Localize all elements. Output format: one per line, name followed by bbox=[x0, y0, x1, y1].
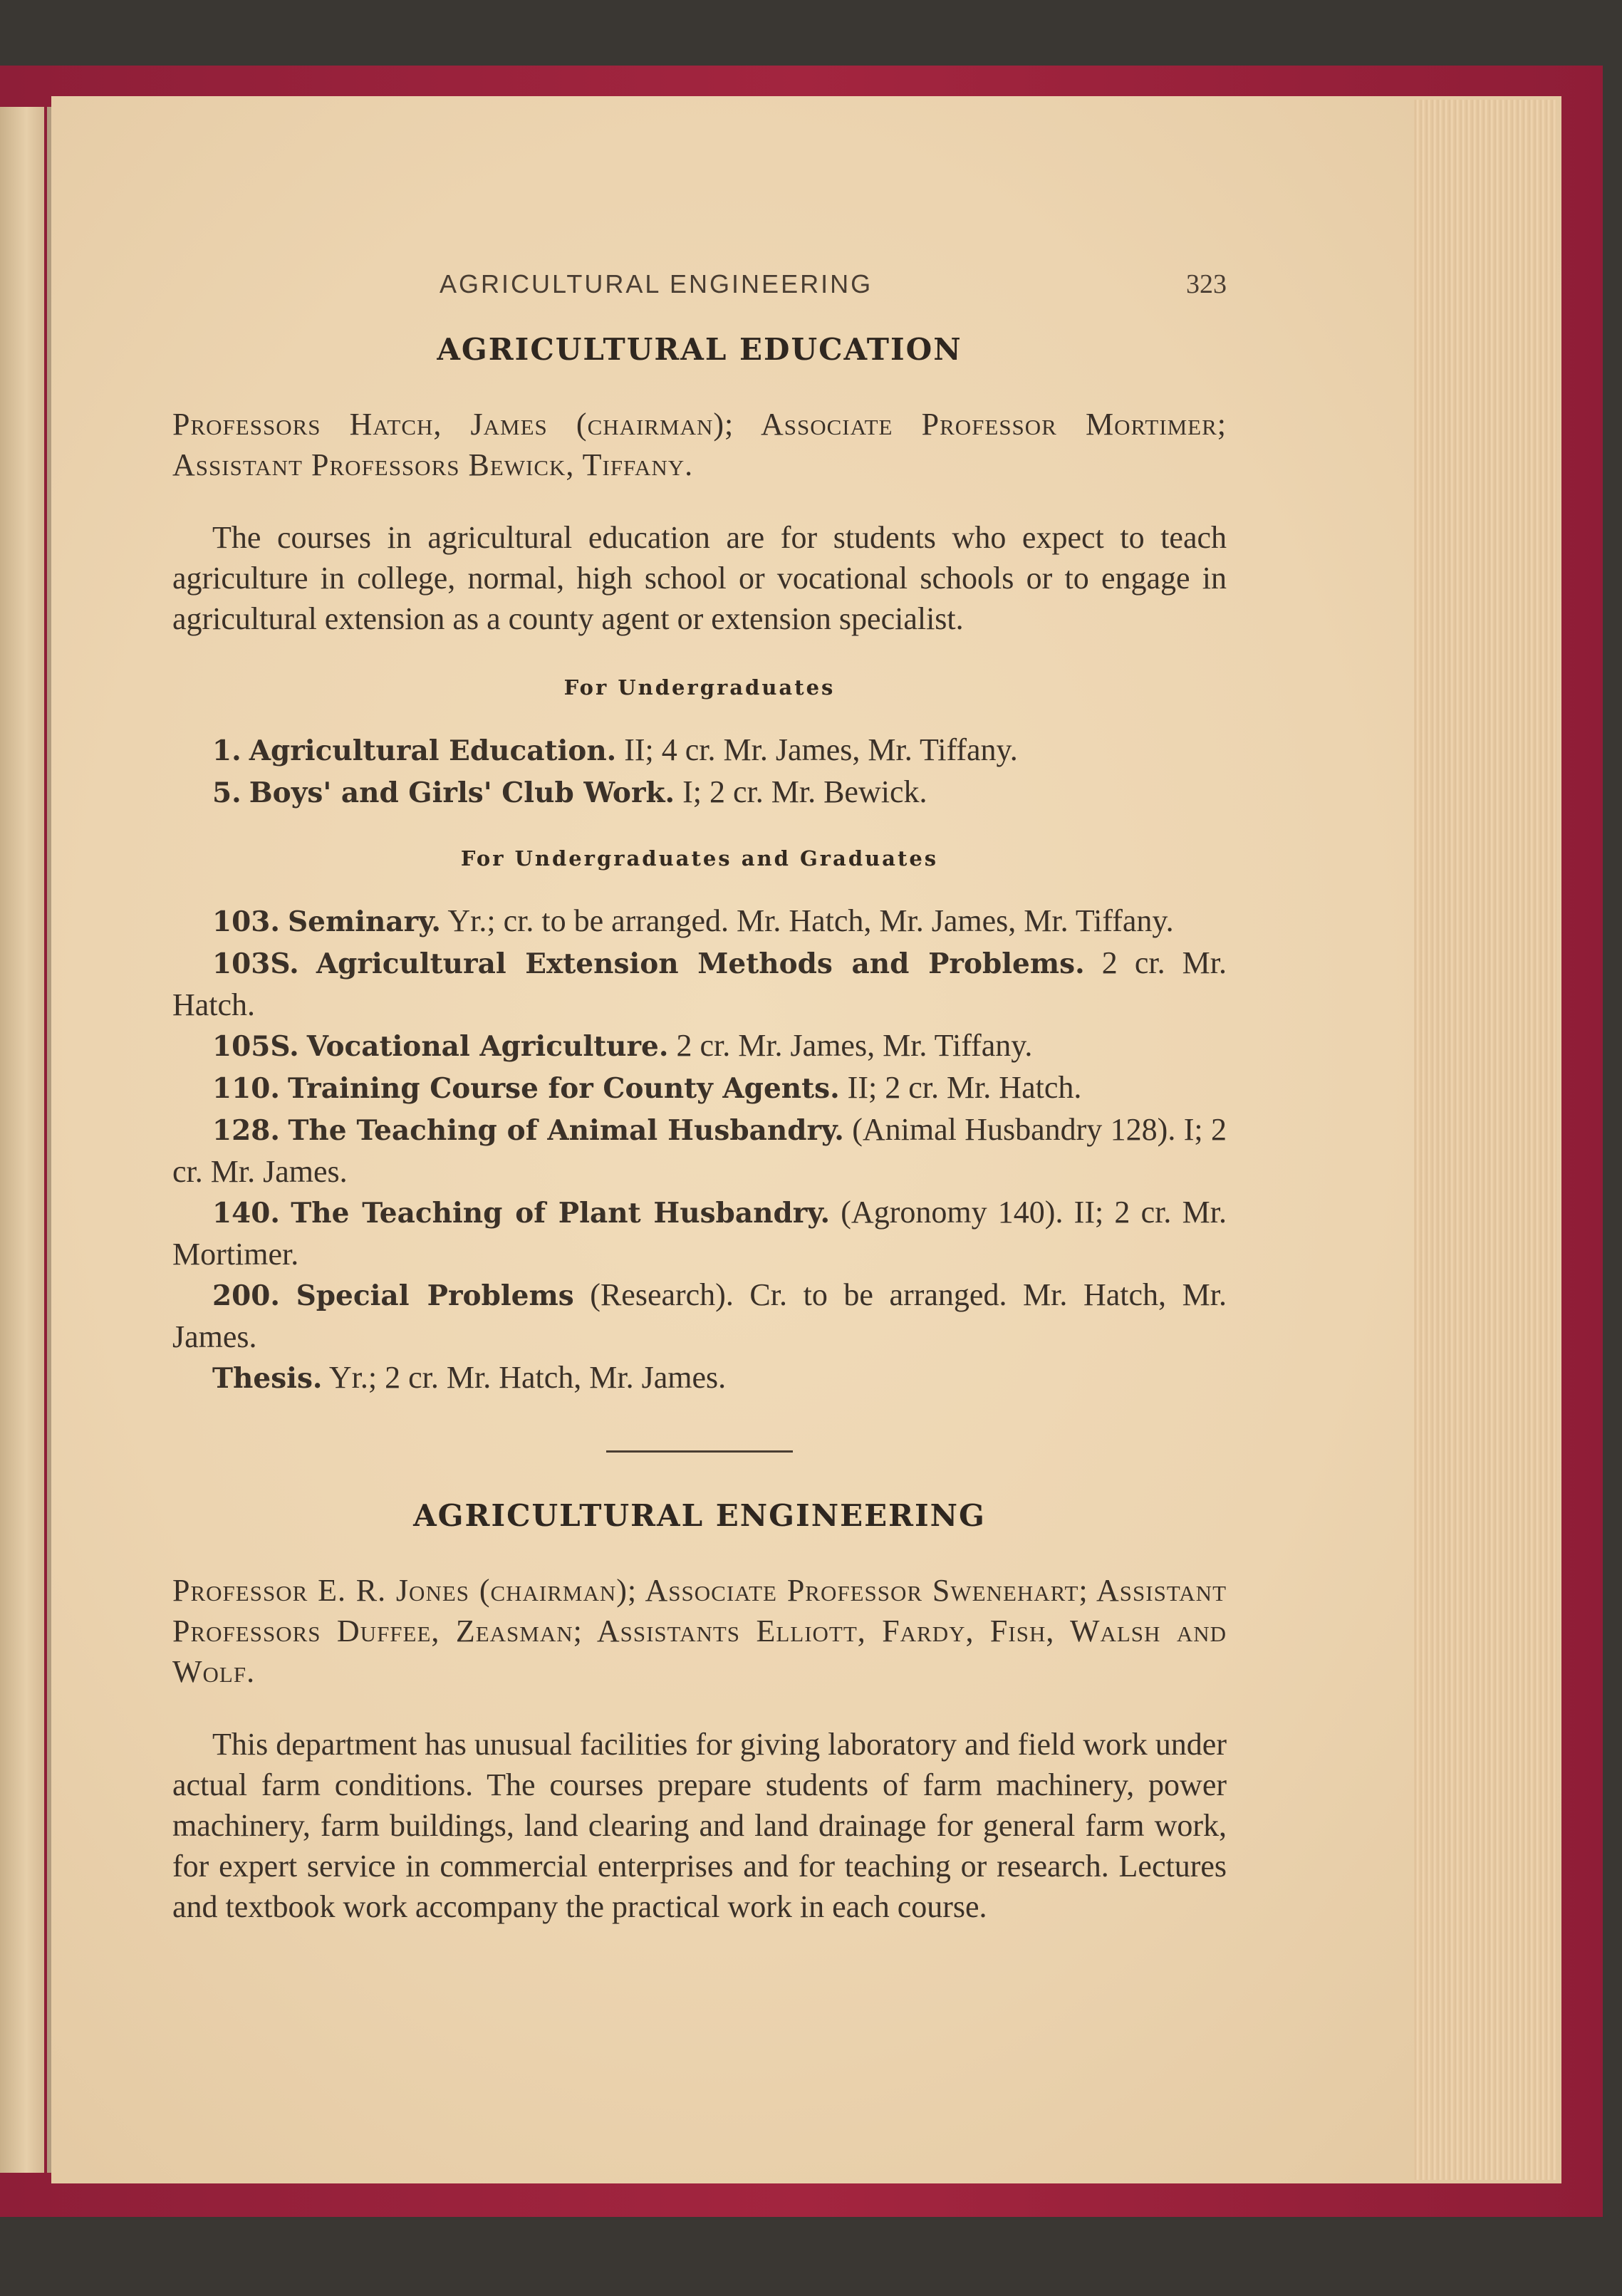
course-entry bbox=[172, 942, 1227, 1025]
course-entry bbox=[172, 1109, 1227, 1192]
course-entry bbox=[172, 1067, 1227, 1109]
course-number: 140. bbox=[212, 1197, 280, 1230]
faculty-list-engineering bbox=[172, 1570, 1227, 1692]
course-title: Boys' and Girls' Club Work. bbox=[249, 776, 675, 809]
course-details: (Animal Husbandry 128). I; 2 cr. Mr. James. bbox=[172, 1112, 1227, 1189]
faculty-list-education bbox=[172, 404, 1227, 485]
course-number: 103S. bbox=[212, 947, 299, 980]
course-number: 200. bbox=[212, 1279, 280, 1312]
course-number: 1. bbox=[212, 734, 241, 767]
course-title: Agricultural Extension Methods and Problems. bbox=[316, 947, 1085, 980]
course-details: II; 4 cr. Mr. James, Mr. Tiffany. bbox=[616, 732, 1018, 767]
faculty-text: Professors Hatch, James (chairman); Associate Professor Mortimer; Assistant Professors Bewick, Tiffany. bbox=[172, 407, 1227, 482]
course-title: Special Problems bbox=[296, 1279, 574, 1312]
course-entry bbox=[172, 900, 1227, 942]
course-details: 2 cr. Mr. Hatch. bbox=[172, 945, 1227, 1022]
course-title: Training Course for County Agents. bbox=[288, 1072, 840, 1105]
course-list-graduate bbox=[172, 900, 1227, 1399]
course-entry bbox=[172, 1025, 1227, 1067]
course-number: 5. bbox=[212, 776, 241, 809]
running-head-title: AGRICULTURAL ENGINEERING bbox=[440, 269, 873, 298]
course-entry bbox=[172, 1357, 1227, 1399]
course-number: 105S. bbox=[212, 1030, 299, 1063]
course-title: Thesis. bbox=[212, 1362, 323, 1395]
section-divider bbox=[606, 1450, 793, 1453]
course-title: Seminary. bbox=[288, 905, 441, 938]
section-heading-engineering: AGRICULTURAL ENGINEERING bbox=[413, 1498, 986, 1533]
running-head bbox=[172, 264, 1227, 305]
course-list-undergraduate bbox=[172, 729, 1227, 814]
course-details: Yr.; cr. to be arranged. Mr. Hatch, Mr. James, Mr. Tiffany. bbox=[441, 903, 1174, 938]
course-entry bbox=[172, 1192, 1227, 1274]
course-details: (Research). Cr. to be arranged. Mr. Hatch, Mr. James. bbox=[172, 1277, 1227, 1354]
course-title: Agricultural Education. bbox=[249, 734, 617, 767]
course-entry bbox=[172, 729, 1227, 772]
course-details: 2 cr. Mr. James, Mr. Tiffany. bbox=[668, 1028, 1033, 1063]
course-title: Vocational Agriculture. bbox=[306, 1030, 669, 1063]
subheading-undergrad-and-grad: For Undergraduates and Graduates bbox=[460, 846, 939, 871]
course-entry bbox=[172, 1274, 1227, 1357]
course-number: 128. bbox=[212, 1114, 280, 1147]
page-stack-edge bbox=[1414, 100, 1556, 2180]
faculty-text: Professor E. R. Jones (chairman); Associate Professor Swenehart; Assistant Professors Duffee, Zeasman; Assistants Elliott, Fardy, Fish, Walsh and Wolf. bbox=[172, 1573, 1227, 1689]
course-details: I; 2 cr. Mr. Bewick. bbox=[675, 774, 927, 809]
course-number: 103. bbox=[212, 905, 280, 938]
course-details: Yr.; 2 cr. Mr. Hatch, Mr. James. bbox=[322, 1360, 727, 1395]
course-details: II; 2 cr. Mr. Hatch. bbox=[839, 1070, 1082, 1105]
course-title: The Teaching of Animal Husbandry. bbox=[288, 1114, 844, 1147]
subheading-undergraduates: For Undergraduates bbox=[563, 675, 836, 700]
course-details: (Agronomy 140). II; 2 cr. Mr. Mortimer. bbox=[172, 1195, 1227, 1272]
page-number: 323 bbox=[1186, 269, 1227, 299]
course-title: The Teaching of Plant Husbandry. bbox=[291, 1197, 831, 1230]
course-number: 110. bbox=[212, 1072, 280, 1105]
intro-paragraph-engineering: This department has unusual facilities for giving laboratory and field work under actual farm conditions. The courses prepare students of farm machinery, power machinery, farm buildings, land clearing and land drainage for general farm work, for expert service in commercial enterprises and for teaching or research. Lectures and textbook work accompany the practical work in each course. bbox=[172, 1727, 1227, 1924]
page-content bbox=[172, 264, 1227, 1927]
intro-paragraph-education: The courses in agricultural education are for students who expect to teach agriculture in college, normal, high school or vocational schools or to engage in agricultural extension as a county agent or extension specialist. bbox=[172, 520, 1227, 636]
section-heading-education: AGRICULTURAL EDUCATION bbox=[437, 332, 962, 367]
facing-page-edge bbox=[0, 107, 44, 2173]
course-entry bbox=[172, 772, 1227, 814]
